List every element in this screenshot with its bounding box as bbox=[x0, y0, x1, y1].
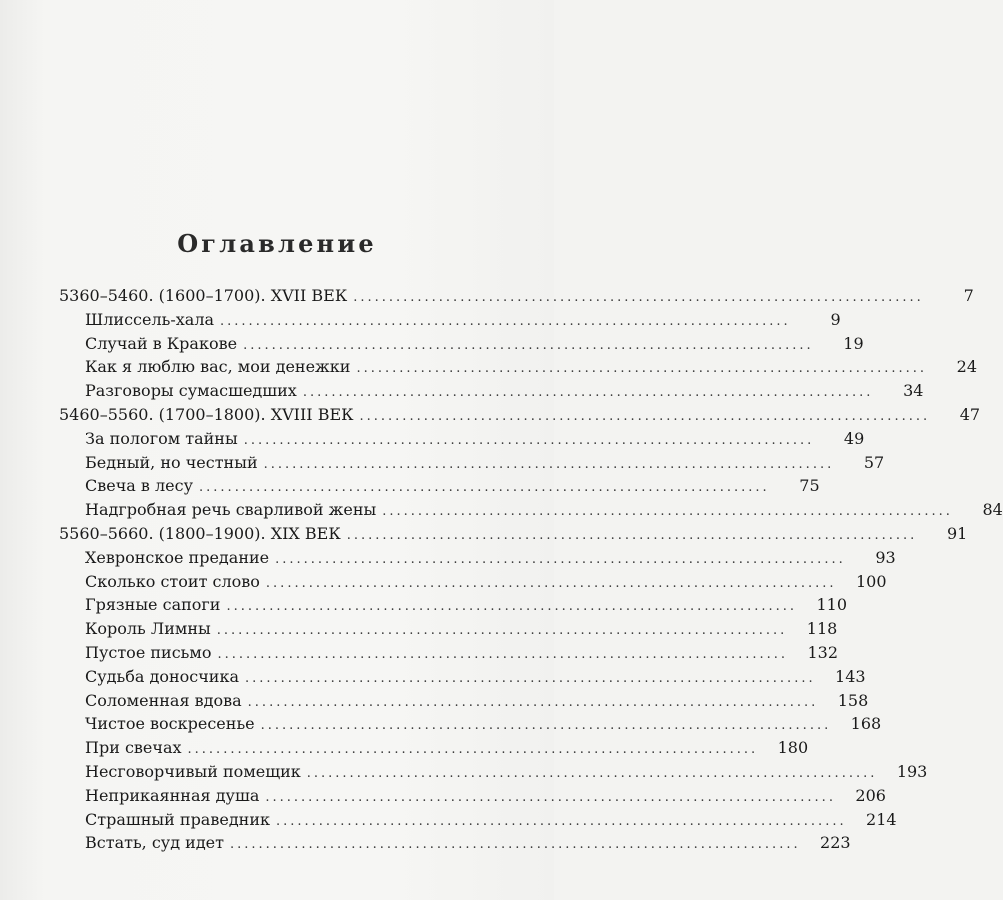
toc-story-row bbox=[0, 498, 1003, 522]
leader-dots: ................................................................................ bbox=[276, 813, 847, 829]
toc-page-number: 24 bbox=[956, 357, 978, 377]
leader-dots: ................................................................................ bbox=[226, 599, 798, 615]
toc-story-row bbox=[0, 784, 886, 808]
toc-entry-title: Судьба доносчика bbox=[85, 666, 239, 686]
toc-page-number: 47 bbox=[959, 404, 981, 424]
toc-entry-title: Свеча в лесу bbox=[85, 476, 194, 496]
toc-entry-title: При свечах bbox=[85, 738, 182, 758]
toc-story-row bbox=[0, 760, 928, 784]
leader-dots: ................................................................................ bbox=[230, 837, 801, 853]
toc-story-row bbox=[0, 617, 838, 641]
toc-story-row bbox=[0, 712, 882, 736]
toc-page-number: 7 bbox=[963, 286, 974, 305]
toc-entry-title: Бедный, но честный bbox=[85, 452, 258, 472]
leader-dots: ................................................................................ bbox=[356, 361, 928, 377]
leader-dots: ................................................................................ bbox=[306, 765, 878, 781]
leader-dots: ................................................................................ bbox=[217, 646, 789, 662]
toc-story-row bbox=[0, 379, 924, 403]
toc-page-number: 84 bbox=[982, 500, 1003, 520]
leader-dots: ................................................................................ bbox=[243, 432, 815, 448]
toc-page-number: 132 bbox=[807, 642, 839, 662]
toc-entry-title: Грязные сапоги bbox=[85, 595, 221, 615]
toc-page-number: 158 bbox=[837, 690, 869, 710]
toc-story-row bbox=[0, 427, 865, 451]
toc-entry-title: Соломенная вдова bbox=[85, 690, 242, 710]
leader-dots: ................................................................................ bbox=[247, 694, 819, 710]
toc-page-number: 19 bbox=[843, 333, 864, 353]
toc-entry-title: Чистое воскресенье bbox=[85, 714, 255, 734]
toc-entry-title: Страшный праведник bbox=[85, 809, 270, 829]
toc-story-row bbox=[0, 641, 839, 665]
toc-page-number: 49 bbox=[843, 428, 865, 448]
toc-entry-title: Король Лимны bbox=[85, 619, 211, 639]
toc-page-number: 93 bbox=[875, 547, 896, 567]
toc-entry-title: Хевронское предание bbox=[85, 547, 270, 567]
toc-page-number: 223 bbox=[820, 833, 851, 853]
toc-entry-title: 5360–5460. (1600–1700). XVII ВЕК bbox=[59, 286, 348, 305]
leader-dots: ................................................................................ bbox=[265, 575, 837, 591]
leader-dots: ................................................................................ bbox=[302, 385, 874, 401]
toc-story-row bbox=[0, 689, 869, 713]
toc-story-row bbox=[0, 808, 897, 832]
toc-entry-title: Как я люблю вас, мои денежки bbox=[85, 357, 351, 377]
table-of-contents bbox=[0, 284, 1003, 855]
leader-dots: ................................................................................ bbox=[346, 527, 918, 543]
leader-dots: ................................................................................ bbox=[275, 551, 846, 567]
toc-entry-title: Несговорчивый помещик bbox=[85, 761, 301, 781]
toc-page-number: 206 bbox=[855, 785, 886, 805]
toc-story-row bbox=[0, 570, 887, 594]
toc-entry-title: Сколько стоит слово bbox=[85, 571, 260, 591]
leader-dots: ................................................................................ bbox=[220, 313, 791, 329]
toc-page-number: 118 bbox=[806, 619, 838, 639]
toc-entry-title: Надгробная речь сварливой жены bbox=[85, 500, 377, 520]
toc-story-row bbox=[0, 451, 885, 475]
toc-page-number: 34 bbox=[903, 381, 924, 401]
toc-entry-title: За пологом тайны bbox=[85, 428, 238, 448]
toc-page-number: 91 bbox=[946, 523, 968, 543]
toc-page-number: 193 bbox=[896, 761, 928, 781]
toc-part-row bbox=[0, 403, 981, 427]
toc-page-number: 100 bbox=[855, 571, 887, 591]
toc-story-row bbox=[0, 332, 864, 356]
toc-story-row bbox=[0, 831, 851, 855]
leader-dots: ................................................................................ bbox=[245, 670, 816, 686]
toc-page-number: 214 bbox=[866, 809, 897, 829]
leader-dots: ................................................................................ bbox=[353, 290, 924, 305]
page-title: Оглавление bbox=[177, 229, 377, 258]
toc-entry-title: Случай в Кракове bbox=[85, 333, 238, 353]
toc-page-number: 57 bbox=[863, 452, 885, 472]
leader-dots: ................................................................................ bbox=[243, 337, 814, 353]
toc-entry-title: Шлиссель-хала bbox=[85, 309, 215, 329]
toc-story-row bbox=[0, 665, 866, 689]
toc-page-number: 110 bbox=[816, 595, 848, 615]
toc-entry-title: Разговоры сумасшедших bbox=[85, 381, 297, 401]
toc-story-row bbox=[0, 593, 848, 617]
toc-part-row bbox=[0, 522, 968, 546]
toc-page-number: 143 bbox=[835, 666, 866, 686]
toc-entry-title: Встать, суд идет bbox=[85, 833, 224, 853]
toc-page-number: 75 bbox=[799, 476, 820, 496]
toc-entry-title: 5460–5560. (1700–1800). XVIII ВЕК bbox=[59, 404, 354, 424]
leader-dots: ................................................................................ bbox=[260, 718, 832, 734]
toc-part-row bbox=[0, 284, 974, 308]
toc-entry-title: 5560–5660. (1800–1900). XIX ВЕК bbox=[59, 523, 341, 543]
leader-dots: ................................................................................ bbox=[187, 742, 759, 758]
toc-entry-title: Неприкаянная душа bbox=[85, 785, 260, 805]
leader-dots: ................................................................................ bbox=[265, 789, 836, 805]
toc-story-row bbox=[0, 474, 820, 498]
leader-dots: ................................................................................ bbox=[199, 480, 770, 496]
toc-story-row bbox=[0, 308, 841, 332]
leader-dots: ................................................................................ bbox=[359, 408, 931, 424]
toc-page-number: 168 bbox=[850, 714, 882, 734]
leader-dots: ................................................................................ bbox=[263, 456, 835, 472]
toc-page-number: 180 bbox=[777, 738, 809, 758]
toc-story-row bbox=[0, 546, 896, 570]
toc-page-number: 9 bbox=[830, 309, 841, 329]
toc-entry-title: Пустое письмо bbox=[85, 642, 212, 662]
leader-dots: ................................................................................ bbox=[382, 504, 953, 520]
leader-dots: ................................................................................ bbox=[216, 623, 788, 639]
toc-story-row bbox=[0, 355, 978, 379]
toc-story-row bbox=[0, 736, 809, 760]
